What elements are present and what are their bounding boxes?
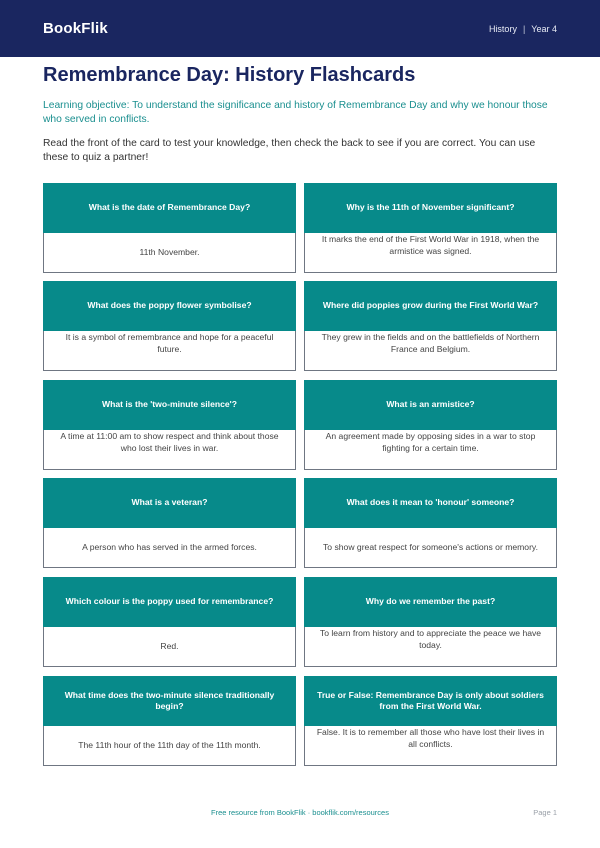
flashcard (43, 577, 296, 667)
brand-logo: BookFlik (43, 20, 108, 37)
flashcard-front: What time does the two-minute silence traditionally begin? (43, 676, 296, 726)
subject-label: History (488, 23, 517, 34)
instructions-text: Read the front of the card to test your knowledge, then check the back to see if you are correct. You can use these to quiz a partner! (43, 138, 536, 163)
footer-credit: Free resource from BookFlik · bookflik.com/resources (211, 808, 389, 817)
flashcard (304, 478, 557, 568)
flashcard-front: Why is the 11th of November significant? (304, 183, 557, 233)
learning-objective: Learning objective: To understand the significance and history of Remembrance Day and why we honour those who served in conflicts. (43, 100, 548, 125)
flashcard (304, 380, 557, 470)
flashcard-back: They grew in the fields and on the battlefields of Northern France and Belgium. (304, 331, 557, 371)
flashcard-front: True or False: Remembrance Day is only about soldiers from the First World War. (304, 676, 557, 726)
top-header-bar (0, 0, 600, 57)
flashcard (43, 380, 296, 470)
flashcard-front: What is the 'two-minute silence'? (43, 380, 296, 430)
flashcard-back: Red. (43, 627, 296, 667)
flashcard-back: A person who has served in the armed forces. (43, 528, 296, 568)
flashcard-front: What is the date of Remembrance Day? (43, 183, 296, 233)
flashcard-back: It marks the end of the First World War in 1918, when the armistice was signed. (304, 233, 557, 273)
flashcard-back: A time at 11:00 am to show respect and think about those who lost their lives in war. (43, 430, 296, 470)
flashcard-back: False. It is to remember all those who have lost their lives in all conflicts. (304, 726, 557, 766)
flashcard-back: It is a symbol of remembrance and hope for a peaceful future. (43, 331, 296, 371)
page-number: Page 1 (533, 808, 557, 817)
flashcard-front: What does it mean to 'honour' someone? (304, 478, 557, 528)
flashcard-front: What is an armistice? (304, 380, 557, 430)
flashcard (43, 281, 296, 371)
flashcard-back: To learn from history and to appreciate the peace we have today. (304, 627, 557, 667)
flashcard-front: What is a veteran? (43, 478, 296, 528)
flashcard-front: Why do we remember the past? (304, 577, 557, 627)
flashcard (43, 478, 296, 568)
flashcard-back: To show great respect for someone's actions or memory. (304, 528, 557, 568)
flashcard (304, 183, 557, 273)
flashcard (304, 281, 557, 371)
flashcard (43, 676, 296, 766)
meta-separator: | (522, 23, 526, 34)
flashcard (43, 183, 296, 273)
flashcard-front: What does the poppy flower symbolise? (43, 281, 296, 331)
flashcard-back: The 11th hour of the 11th day of the 11th month. (43, 726, 296, 766)
page-title: Remembrance Day: History Flashcards (43, 64, 416, 86)
year-label: Year 4 (531, 23, 557, 34)
header-meta (489, 24, 557, 34)
flashcard-front: Where did poppies grow during the First World War? (304, 281, 557, 331)
flashcard-back: 11th November. (43, 233, 296, 273)
flashcard-front: Which colour is the poppy used for remembrance? (43, 577, 296, 627)
flashcard (304, 577, 557, 667)
flashcard-back: An agreement made by opposing sides in a war to stop fighting for a certain time. (304, 430, 557, 470)
flashcard (304, 676, 557, 766)
